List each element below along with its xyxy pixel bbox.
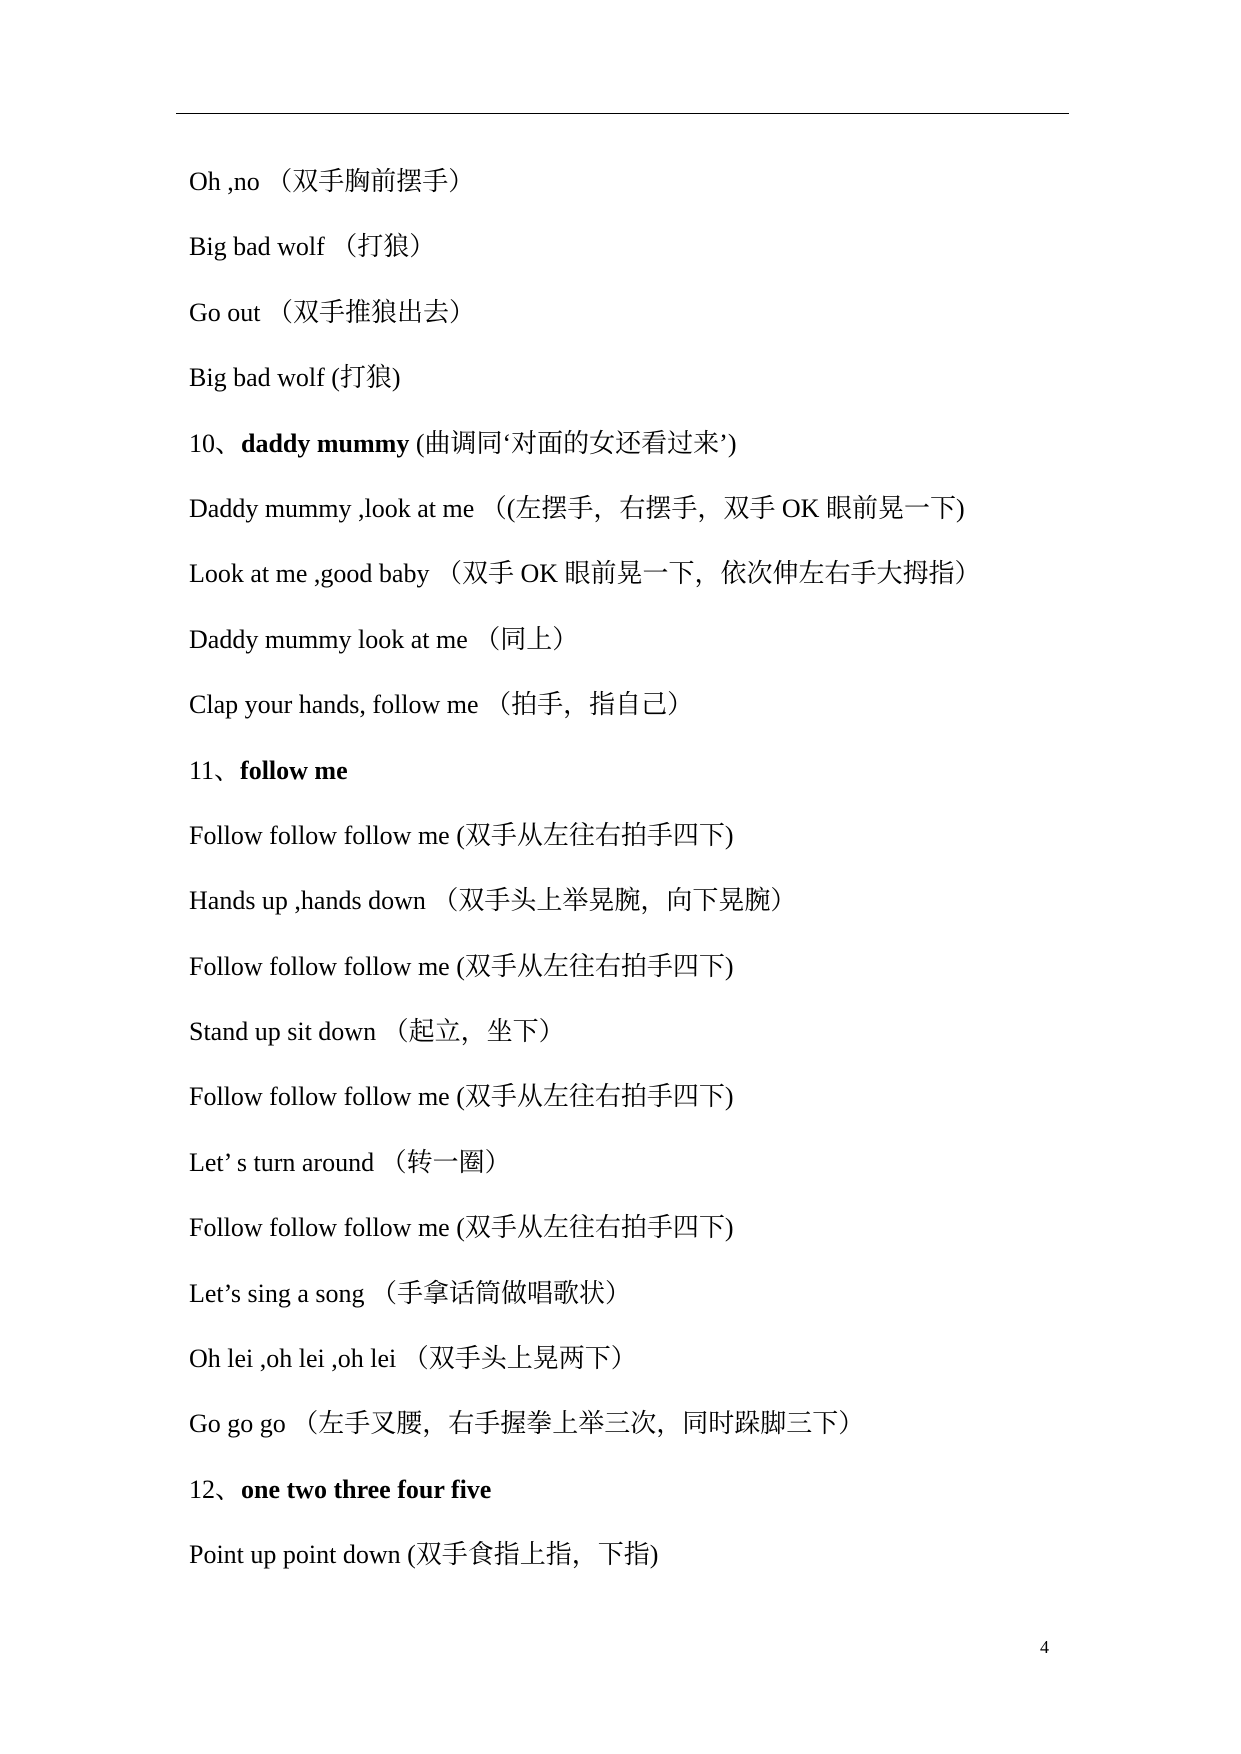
lyric-line: Let’ s turn around （转一圈） (189, 1147, 511, 1177)
song-number: 10、 (189, 428, 242, 458)
document-body (189, 162, 1089, 1601)
song-heading (189, 751, 1089, 816)
lyric-line: Follow follow follow me (双手从左往右拍手四下) (189, 951, 734, 981)
song-heading (189, 1470, 1089, 1535)
lyric-line: Big bad wolf （打狼） (189, 232, 436, 262)
lyric-line: Hands up ,hands down （双手头上举晃腕，向下晃腕） (189, 886, 797, 916)
lyric-line: Big bad wolf (打狼) (189, 363, 401, 393)
lyric-line: Go go go （左手叉腰，右手握拳上举三次，同时跺脚三下） (189, 1409, 865, 1439)
lyric-line: Oh lei ,oh lei ,oh lei （双手头上晃两下） (189, 1344, 637, 1374)
lyric-line: Oh ,no （双手胸前摆手） (189, 167, 475, 196)
lyric-line: Look at me ,good baby （双手 OK 眼前晃一下，依次伸左右手大拇指） (189, 559, 981, 589)
song-number: 12、 (189, 1474, 242, 1504)
lyric-line: Follow follow follow me (双手从左往右拍手四下) (189, 820, 734, 850)
lyric-line: Stand up sit down （起立，坐下） (189, 1017, 565, 1047)
song-title: daddy mummy (241, 428, 410, 458)
page-number: 4 (1040, 1637, 1049, 1657)
lyric-line: Follow follow follow me (双手从左往右拍手四下) (189, 1082, 734, 1112)
lyric-line: Daddy mummy ,look at me （(左摆手，右摆手，双手 OK 眼前晃一下) (189, 493, 965, 523)
lyric-line: Point up point down (双手食指上指，下指) (189, 1540, 659, 1570)
lyric-line: Go out （双手推狼出去） (189, 297, 476, 327)
song-heading (189, 424, 1089, 489)
lyric-line: Daddy mummy look at me （同上） (189, 624, 579, 654)
lyric-line: Follow follow follow me (双手从左往右拍手四下) (189, 1213, 734, 1243)
song-title: follow me (240, 755, 348, 785)
header-rule (176, 113, 1069, 114)
lyric-line: Clap your hands, follow me （拍手，指自己） (189, 690, 694, 720)
song-title: one two three four five (241, 1474, 492, 1504)
lyric-line: Let’s sing a song （手拿话筒做唱歌状） (189, 1278, 631, 1308)
song-note: (曲调同‘对面的女还看过来’) (409, 428, 737, 458)
song-number: 11、 (189, 755, 241, 785)
